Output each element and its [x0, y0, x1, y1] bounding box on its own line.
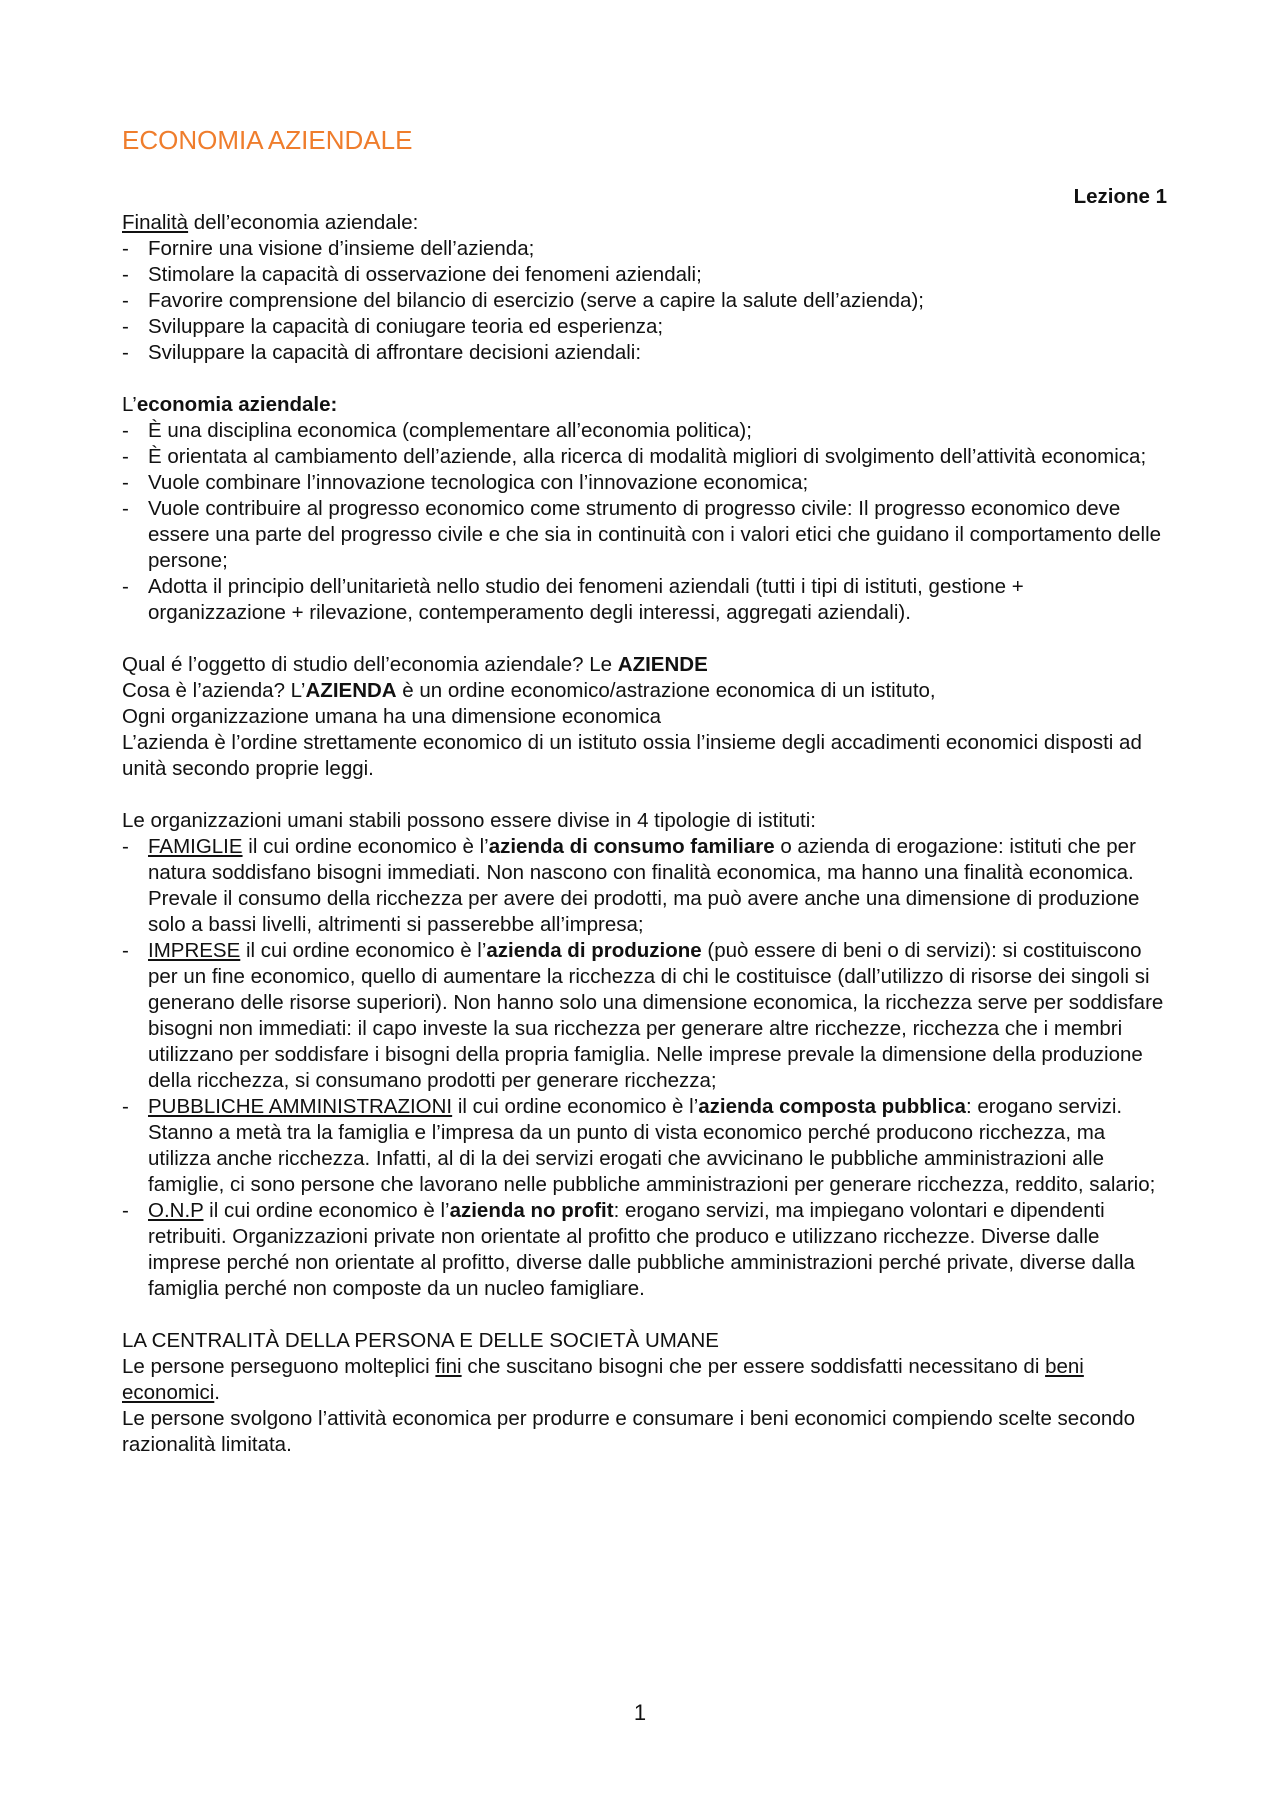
list-item: - Vuole contribuire al progresso economico come strumento di progresso civile: Il progresso economico deve essere una parte del progresso civile e che sia in continuità con i valori etici che guidano il comportamento delle persone; — [122, 497, 1162, 572]
oggetto-line: L’azienda è l’ordine strettamente economico di un istituto ossia l’insieme degli accadimenti economici disposti ad unità secondo proprie leggi. — [122, 731, 1142, 780]
list-item: - Fornire una visione d’insieme dell’azienda; — [122, 237, 535, 260]
list-item: - Adotta il principio dell’unitarietà nello studio dei fenomeni aziendali (tutti i tipi di istituti, gestione + organizzazione + rilevazione, contemperamento degli interessi, aggregati aziendali). — [122, 575, 1024, 624]
list-item: - Favorire comprensione del bilancio di esercizio (serve a capire la salute dell’azienda); — [122, 289, 924, 312]
tipologie-list — [122, 834, 1167, 1302]
list-item: - Sviluppare la capacità di affrontare decisioni aziendali: — [122, 341, 642, 364]
oggetto-question: Qual é l’oggetto di studio dell’economia aziendale? Le AZIENDE — [122, 653, 708, 676]
finalita-list — [122, 236, 1167, 366]
list-item-onp: - O.N.P il cui ordine economico è l’azienda no profit: erogano servizi, ma impiegano volontari e dipendenti retribuiti. Organizzazioni private non orientate al profitto che produco e utilizzano ricchezze. Diverse dalle imprese perché non orientate al profitto, diverse dalle pubbliche amministrazioni perché private, diverse dalla famiglia perché non composte da un nucleo famigliare. — [122, 1199, 1135, 1300]
list-item: - È orientata al cambiamento dell’aziende, alla ricerca di modalità migliori di svolgimento dell’attività economica; — [122, 445, 1147, 468]
finalita-heading: Finalità dell’economia aziendale: — [122, 211, 419, 234]
list-item-pubbliche-amministrazioni: - PUBBLICHE AMMINISTRAZIONI il cui ordine economico è l’azienda composta pubblica: erogano servizi. Stanno a metà tra la famiglia e l’impresa da un punto di vista economico perché producono ricchezza, ma utilizza anche ricchezza. Infatti, al di la dei servizi erogati che avvicinano le pubbliche amministrazioni alle famiglie, ci sono persone che lavorano nelle pubbliche amministrazioni per generare ricchezza, reddito, salario; — [122, 1095, 1156, 1196]
list-item: - Sviluppare la capacità di coniugare teoria ed esperienza; — [122, 315, 664, 338]
lesson-label: Lezione 1 — [1073, 185, 1167, 208]
document-body — [122, 210, 1167, 1458]
oggetto-line: Ogni organizzazione umana ha una dimensione economica — [122, 705, 662, 728]
centralita-paragraph: Le persone svolgono l’attività economica per produrre e consumare i beni economici compiendo scelte secondo razionalità limitata. — [122, 1407, 1136, 1456]
centralita-heading: LA CENTRALITÀ DELLA PERSONA E DELLE SOCIETÀ UMANE — [122, 1329, 719, 1352]
list-item: - È una disciplina economica (complementare all’economia politica); — [122, 419, 752, 442]
list-item-imprese: - IMPRESE il cui ordine economico è l’azienda di produzione (può essere di beni o di servizi): si costituiscono per un fine economico, quello di aumentare la ricchezza di chi le costituisce (dall’utilizzo di risorse dei singoli si generano delle risorse superiori). Non hanno solo una dimensione economica, la ricchezza serve per soddisfare bisogni non immediati: il capo investe la sua ricchezza per generare altre ricchezze, ricchezza che i membri utilizzano per soddisfare i bisogni della propria famiglia. Nelle imprese prevale la dimensione della produzione della ricchezza, si consumano prodotti per generare ricchezza; — [122, 939, 1164, 1092]
economia-heading: L’economia aziendale: — [122, 393, 338, 416]
page-number: 1 — [633, 1700, 647, 1725]
list-item-famiglie: - FAMIGLIE il cui ordine economico è l’azienda di consumo familiare o azienda di erogazione: istituti che per natura soddisfano bisogni immediati. Non nascono con finalità economica, ma hanno una finalità economica. Prevale il consumo della ricchezza per avere dei prodotti, ma può avere anche una dimensione di produzione solo a bassi livelli, altrimenti si passerebbe all’impresa; — [122, 835, 1140, 936]
oggetto-definition: Cosa è l’azienda? L’AZIENDA è un ordine economico/astrazione economica di un istituto, — [122, 679, 936, 702]
list-item: - Vuole combinare l’innovazione tecnologica con l’innovazione economica; — [122, 471, 809, 494]
tipologie-intro: Le organizzazioni umani stabili possono essere divise in 4 tipologie di istituti: — [122, 809, 816, 832]
list-item: - Stimolare la capacità di osservazione dei fenomeni aziendali; — [122, 263, 702, 286]
economia-list — [122, 418, 1167, 626]
centralita-paragraph: Le persone perseguono molteplici fini che suscitano bisogni che per essere soddisfatti necessitano di beni economici. — [122, 1355, 1084, 1404]
document-title: ECONOMIA AZIENDALE — [122, 125, 413, 155]
